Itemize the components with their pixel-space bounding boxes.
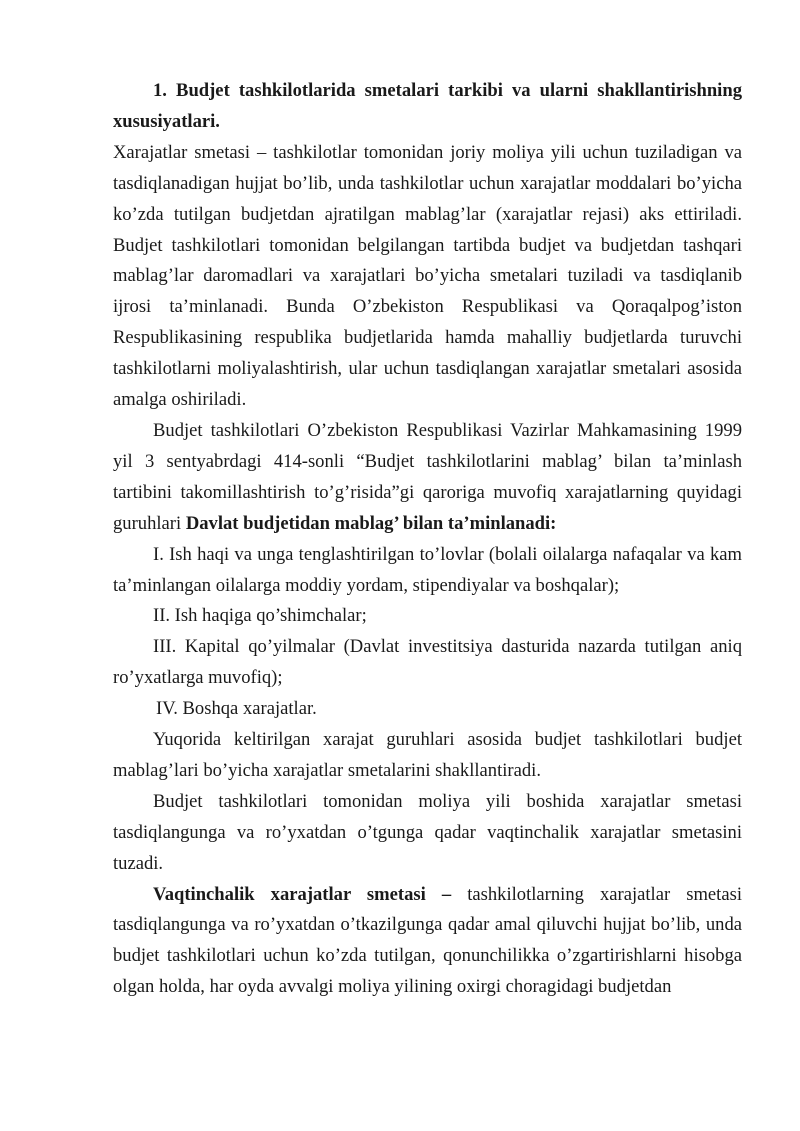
- list-item-3: III. Kapital qo’yilmalar (Davlat investitsiya dasturida nazarda tutilgan aniq ro’yxatlarga muvofiq);: [113, 636, 742, 689]
- paragraph-definition: Xarajatlar smetasi – tashkilotlar tomonidan joriy moliya yili uchun tuziladigan va tasdiqlanadigan hujjat bo’lib, unda tashkilotlar uchun xarajatlar moddalari bo’yicha ko’zda tutilgan budjetdan ajratilgan mablag’lar (xarajatlar rejasi) aks ettiriladi. Budjet tashkilotlari tomonidan belgilangan tartibda budjet va budjetdan tashqari mablag’lar daromadlari va xarajatlari bo’yicha smetalari tuziladi va tasdiqlanib ijrosi ta’minlanadi. Bunda O’zbekiston Respublikasi va Qoraqalpog’iston Respublikasining respublika budjetlarida hamda mahalliy budjetlarda turuvchi tashkilotlarni moliyalashtirish, ular uchun tasdiqlangan xarajatlar smetalari asosida amalga oshiriladi.: [113, 141, 742, 411]
- list-item-2: II. Ish haqiga qo’shimchalar;: [153, 605, 367, 627]
- document-page: [113, 76, 742, 1003]
- list-item-4: IV. Boshqa xarajatlar.: [156, 698, 317, 720]
- paragraph-resolution-text: Budjet tashkilotlari O’zbekiston Respublikasi Vazirlar Mahkamasining 1999 yil 3 sentyabrdagi 414-sonli “Budjet tashkilotlarini mablag’ bilan ta’minlash tartibini takomillashtirish to’g’risida”gi qaroriga muvofiq xarajatlarning quyidagi guruhlari: [113, 419, 742, 534]
- paragraph-temporary-definition: [113, 880, 742, 1004]
- paragraph-resolution-bold: Davlat budjetidan mablag’ bilan ta’minlanadi:: [185, 512, 557, 534]
- section-heading: 1. Budjet tashkilotlarida smetalari tarkibi va ularni shakllantirishning xususiyatlari.: [113, 80, 742, 132]
- list-item-1: I. Ish haqi va unga tenglashtirilgan to’lovlar (bolali oilalarga nafaqalar va kam ta’minlangan oilalarga moddiy yordam, stipendiyalar va boshqalar);: [113, 543, 742, 596]
- paragraph-temporary: Budjet tashkilotlari tomonidan moliya yili boshida xarajatlar smetasi tasdiqlangunga va ro’yxatdan o’tgunga qadar vaqtinchalik xarajatlar smetasini tuzadi.: [113, 790, 742, 874]
- temporary-estimate-text: tashkilotlarning xarajatlar smetasi tasdiqlangunga va ro’yxatdan o’tkazilgunga qadar amal qiluvchi hujjat bo’lib, unda budjet tashkilotlari uchun ko’zda tutilgan, qonunchilikka o’zgartirishlarni hisobga olgan holda, har oyda avvalgi moliya yilining oxirgi choragidagi budjetdan: [113, 883, 742, 998]
- paragraph-groups: Yuqorida keltirilgan xarajat guruhlari asosida budjet tashkilotlari budjet mablag’lari bo’yicha xarajatlar smetalarini shakllantiradi.: [113, 729, 742, 781]
- paragraph-resolution: [113, 416, 742, 540]
- temporary-estimate-term: Vaqtinchalik xarajatlar smetasi –: [153, 883, 452, 905]
